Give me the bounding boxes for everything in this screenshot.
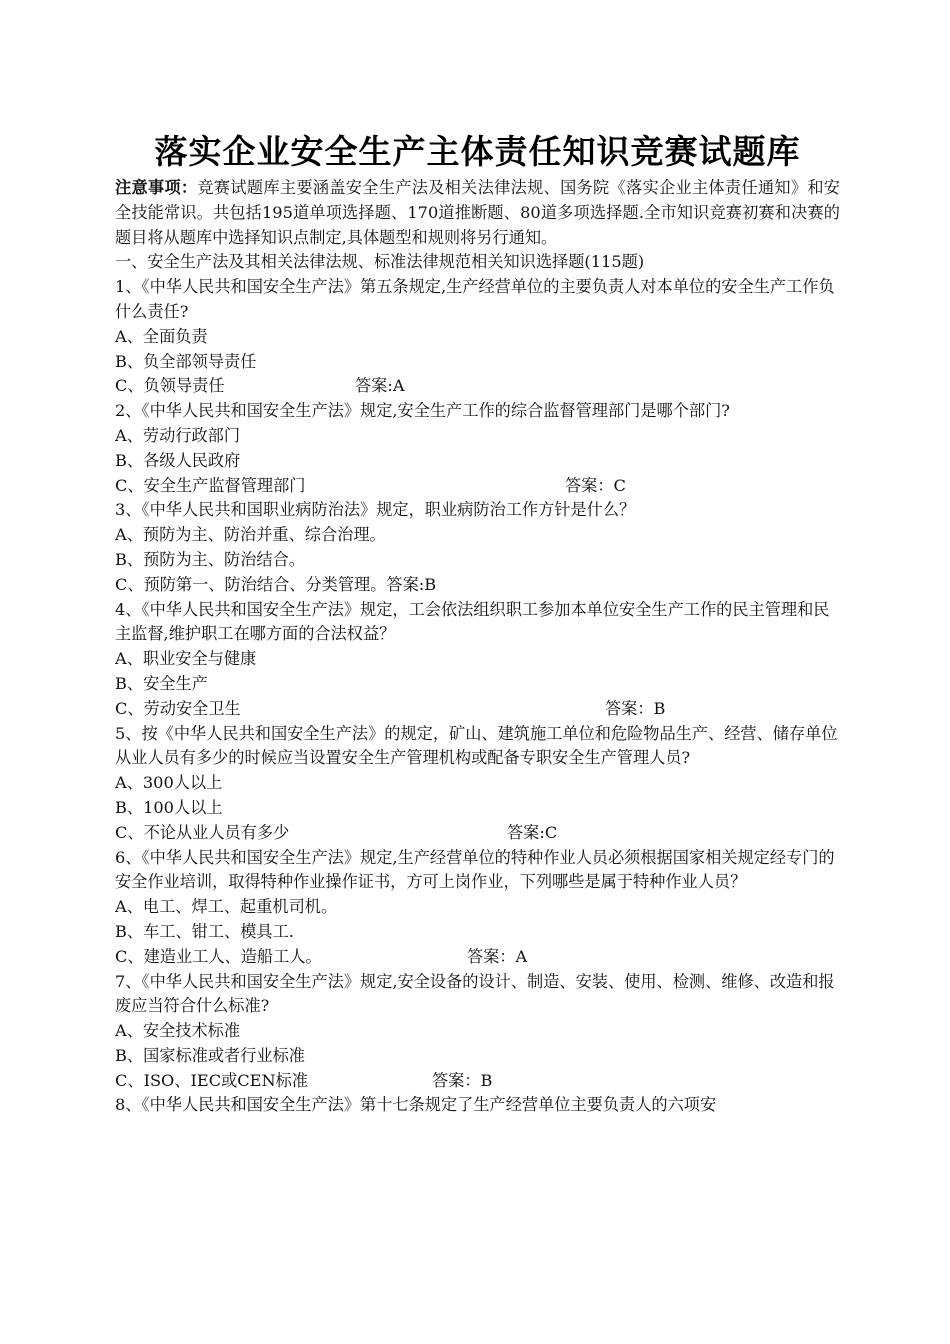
option-item: B、国家标准或者行业标准 (115, 1045, 305, 1065)
question-text: 5、按《中华人民共和国安全生产法》的规定，矿山、建筑施工单位和危险物品生产、经营、储存单位从业人员有多少的时候应当设置安全生产管理机构或配备专职安全生产管理人员? (115, 723, 838, 768)
question-block (115, 275, 840, 399)
question-text: 8、《中华人民共和国安全生产法》第十七条规定了生产经营单位主要负责人的六项安 (115, 1095, 717, 1115)
notice-text: 竞赛试题库主要涵盖安全生产法及相关法律法规、国务院《落实企业主体责任通知》和安全技能常识。共包括195道单项选择题、170道推断题、80道多项选择题.全市知识竞赛初赛和决赛的题目将从题库中选择知识点制定,具体题型和规则将另行通知。 (115, 178, 840, 247)
question-text: 6、《中华人民共和国安全生产法》规定,生产经营单位的特种作业人员必须根据国家相关规定经专门的安全作业培训，取得特种作业操作证书，方可上岗作业，下列哪些是属于特种作业人员？ (115, 847, 835, 892)
question-text: 2、《中华人民共和国安全生产法》规定,安全生产工作的综合监督管理部门是哪个部门? (115, 401, 730, 421)
option-item: C、劳动安全卫生 答案：B (115, 697, 840, 722)
notice-paragraph (115, 176, 840, 250)
option-item: B、车工、钳工、模具工. (115, 921, 294, 941)
question-block (115, 598, 840, 722)
question-text: 7、《中华人民共和国安全生产法》规定,安全设备的设计、制造、安装、使用、检测、维修、改造和报废应当符合什么标准? (115, 971, 835, 1016)
option-item: C、ISO、IEC或CEN标准 答案：B (115, 1069, 840, 1094)
answer-label: 答案：B (605, 698, 666, 718)
answer-label: 答案：B (432, 1070, 493, 1090)
answer-label: 答案：C (565, 475, 626, 495)
option-item: B、100人以上 (115, 797, 223, 817)
section-heading: 一、安全生产法及其相关法律法规、标准法律规范相关知识选择题(115题) (115, 252, 645, 272)
question-block (115, 846, 840, 970)
option-item: C、预防第一、防治结合、分类管理。答案:B (115, 574, 437, 594)
notice-label: 注意事项： (115, 178, 198, 197)
option-item: B、安全生产 (115, 673, 208, 693)
option-item: C、负领导责任 答案:A (115, 374, 840, 399)
question-block (115, 1093, 840, 1118)
option-item: B、预防为主、防治结合。 (115, 549, 305, 569)
option-item: A、全面负责 (115, 326, 208, 346)
option-item: A、电工、焊工、起重机司机。 (115, 897, 338, 917)
answer-label: 答案：A (467, 946, 528, 966)
document-title: 落实企业安全生产主体责任知识竞赛试题库 (154, 132, 801, 171)
question-block (115, 722, 840, 846)
option-item: B、各级人民政府 (115, 450, 241, 470)
option-item: C、建造业工人、造船工人。 答案：A (115, 945, 840, 970)
document-page (115, 130, 840, 1118)
option-item: A、安全技术标准 (115, 1021, 241, 1041)
answer-label: 答案:C (507, 822, 558, 842)
question-text: 1、《中华人民共和国安全生产法》第五条规定,生产经营单位的主要负责人对本单位的安全生产工作负什么责任? (115, 277, 835, 321)
answer-label: 答案:A (355, 376, 405, 396)
option-item: A、职业安全与健康 (115, 649, 257, 669)
question-block (115, 399, 840, 498)
option-item: A、300人以上 (115, 773, 223, 793)
option-item: C、不论从业人员有多少 答案:C (115, 821, 840, 846)
question-text: 4、《中华人民共和国安全生产法》规定，工会依法组织职工参加本单位安全生产工作的民主管理和民主监督,维护职工在哪方面的合法权益？ (115, 599, 830, 644)
option-item: A、劳动行政部门 (115, 425, 241, 445)
option-item: A、预防为主、防治并重、综合治理。 (115, 525, 386, 545)
question-text: 3、《中华人民共和国职业病防治法》规定，职业病防治工作方针是什么？ (115, 500, 636, 520)
question-block (115, 498, 840, 597)
option-item: B、负全部领导责任 (115, 351, 257, 371)
question-block (115, 970, 840, 1094)
option-item: C、安全生产监督管理部门 答案：C (115, 474, 840, 499)
